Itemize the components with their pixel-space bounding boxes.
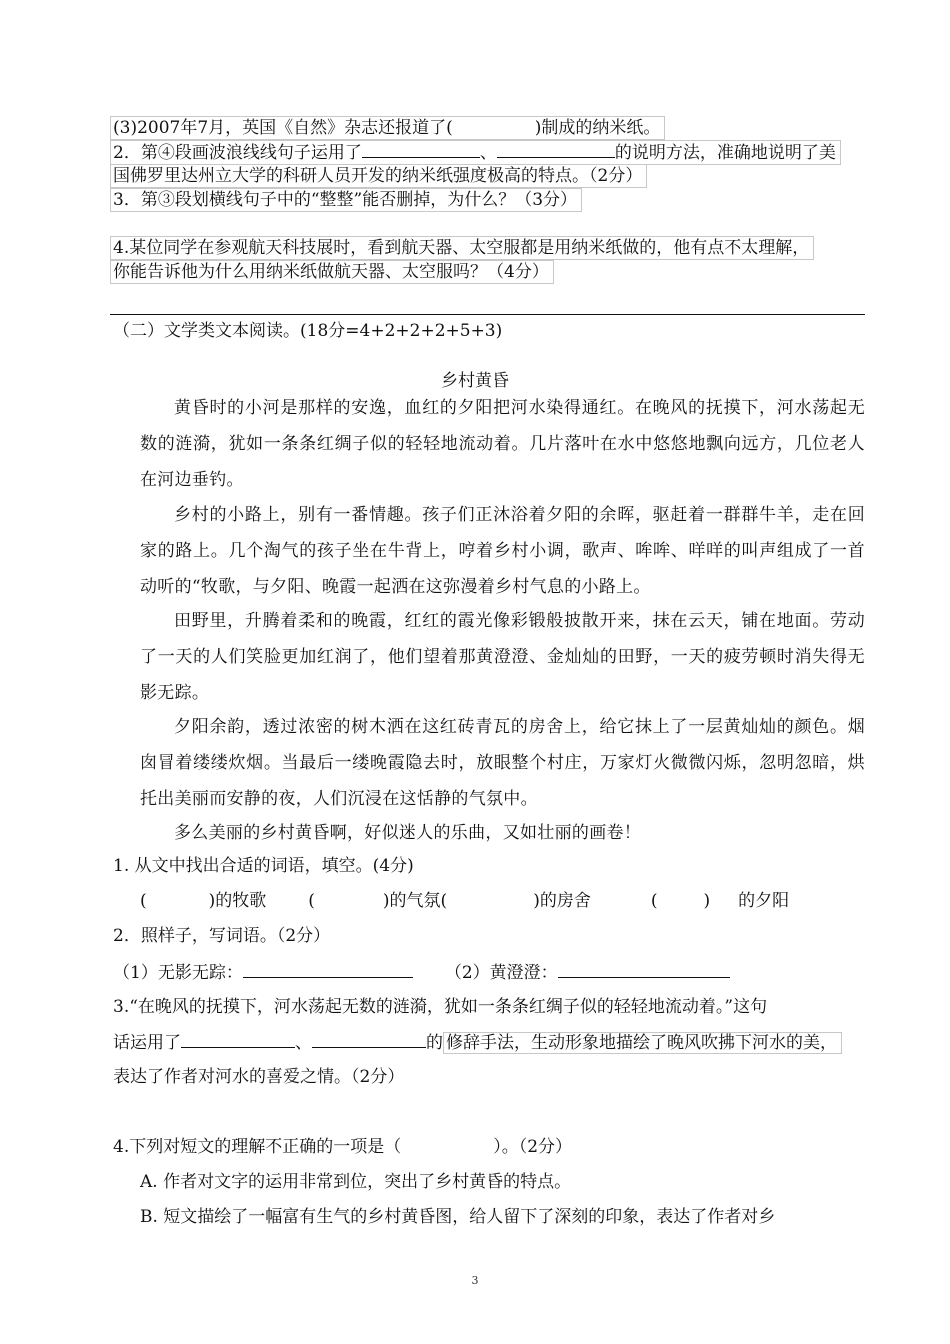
blank-label: 的夕阳 bbox=[738, 891, 790, 911]
question-3-text-b1: 话运用了 bbox=[113, 1033, 181, 1053]
answer-blank[interactable] bbox=[243, 961, 413, 978]
question-3-line-c: 表达了作者对河水的喜爱之情。（2分） bbox=[113, 1067, 405, 1087]
passage-paragraph-1: 黄昏时的小河是那样的安逸，血红的夕阳把河水染得通红。在晚风的抚摸下，河水荡起无数的涟漪，犹如一条条红绸子似的轻轻地流动着。几片落叶在水中悠悠地飘向远方，几位老人在河边垂钓。 bbox=[140, 398, 865, 490]
question-1-heading: 1. 从文中找出合适的词语，填空。(4分) bbox=[113, 856, 414, 876]
question-2-line-a bbox=[110, 140, 841, 165]
question-3-text-b3: 修辞手法，生动形象地描绘了晚风吹拂下河水的美， bbox=[443, 1032, 842, 1054]
blank-paren-open: ( bbox=[650, 891, 658, 911]
question-4-text-a: 4.某位同学在参观航天科技展时，看到航天器、太空服都是用纳米纸做的，他有点不太理解， bbox=[113, 238, 810, 258]
question-4-line bbox=[113, 1136, 572, 1158]
section-divider bbox=[110, 314, 865, 315]
question-4-line-a bbox=[110, 236, 814, 260]
question-1-blanks bbox=[140, 890, 865, 912]
answer-blank[interactable] bbox=[362, 141, 480, 158]
answer-blank[interactable] bbox=[181, 1031, 295, 1048]
question-4-option-b: B. 短文描绘了一幅富有生气的乡村黄昏图，给人留下了深刻的印象，表达了作者对乡 bbox=[140, 1207, 776, 1227]
blank-paren-close: ) bbox=[703, 891, 711, 911]
question-4-option-a: A. 作者对文字的运用非常到位，突出了乡村黄昏的特点。 bbox=[140, 1172, 572, 1192]
separator: 、 bbox=[295, 1033, 312, 1053]
separator: 、 bbox=[479, 143, 497, 163]
section-2-heading: （二）文学类文本阅读。(18分=4+2+2+2+5+3) bbox=[113, 321, 503, 341]
blank-label: )的房舍 bbox=[533, 891, 591, 911]
question-4-end: ）。（2分） bbox=[493, 1137, 573, 1157]
question-4-text: 4.下列对短文的理解不正确的一项是（ bbox=[113, 1137, 402, 1157]
question-2-answers bbox=[113, 961, 730, 984]
question-3-line-b bbox=[113, 1031, 842, 1054]
blank-label: )的牧歌 bbox=[208, 891, 267, 911]
question-2-heading: 2．照样子，写词语。（2分） bbox=[113, 926, 331, 946]
answer-blank[interactable] bbox=[312, 1031, 426, 1048]
question-2-item-1: （1）无影无踪： bbox=[113, 963, 243, 983]
question-2-text-b: 的说明方法，准确地说明了美 bbox=[614, 143, 836, 163]
question-3-sub-text: (3)2007年7月，英国《自然》杂志还报道了( bbox=[113, 118, 453, 138]
question-3-line-a: 3.“在晚风的抚摸下，河水荡起无数的涟漪，犹如一条条红绸子似的轻轻地流动着。”这句 bbox=[113, 997, 768, 1017]
passage-paragraph-5: 多么美丽的乡村黄昏啊，好似迷人的乐曲，又如壮丽的画卷！ bbox=[174, 823, 642, 843]
question-3-text-b2: 的 bbox=[426, 1033, 443, 1053]
question-3-sub-end: )制成的纳米纸。 bbox=[534, 118, 661, 138]
question-2-text-c: 国佛罗里达州立大学的科研人员开发的纳米纸强度极高的特点。（2分） bbox=[113, 166, 643, 186]
question-3-text: 3．第③段划横线句子中的“整整”能否删掉，为什么？（3分） bbox=[113, 190, 578, 210]
question-2-line-b bbox=[110, 164, 647, 188]
blank-paren-open: ( bbox=[308, 891, 315, 911]
question-3-sub-line bbox=[110, 116, 665, 140]
answer-blank[interactable] bbox=[558, 961, 730, 978]
question-4-line-b bbox=[110, 260, 554, 284]
question-4-text-b: 你能告诉他为什么用纳米纸做航天器、太空服吗？（4分） bbox=[113, 262, 549, 282]
question-2-text-a: 2．第④段画波浪线线句子运用了 bbox=[113, 143, 362, 163]
answer-blank[interactable] bbox=[497, 141, 615, 158]
passage-paragraph-4: 夕阳余韵，透过浓密的树木洒在这红砖青瓦的房舍上，给它抹上了一层黄灿灿的颜色。烟囱冒着缕缕炊烟。当最后一缕晚霞隐去时，放眼整个村庄，万家灯火微微闪烁，忽明忽暗，烘托出美丽而安静的夜，人们沉浸在这恬静的气氛中。 bbox=[140, 717, 865, 809]
passage-title: 乡村黄昏 bbox=[441, 371, 509, 391]
question-3-line bbox=[110, 188, 582, 212]
blank-label: )的气氛( bbox=[382, 891, 448, 911]
passage-paragraph-3: 田野里，升腾着柔和的晚霞，红红的霞光像彩锻般披散开来，抹在云天，铺在地面。劳动了一天的人们笑脸更加红润了，他们望着那黄澄澄、金灿灿的田野，一天的疲劳顿时消失得无影无踪。 bbox=[140, 611, 865, 703]
question-2-item-2: （2）黄澄澄： bbox=[444, 963, 558, 983]
page-number: 3 bbox=[471, 1274, 479, 1287]
passage-paragraph-2: 乡村的小路上，别有一番情趣。孩子们正沐浴着夕阳的余晖，驱赶着一群群牛羊，走在回家的路上。几个淘气的孩子坐在牛背上，哼着乡村小调，歌声、哞哞、咩咩的叫声组成了一首动听的“牧歌，与夕阳、晚霞一起洒在这弥漫着乡村气息的小路上。 bbox=[140, 505, 865, 597]
blank-paren-open: ( bbox=[140, 891, 147, 911]
